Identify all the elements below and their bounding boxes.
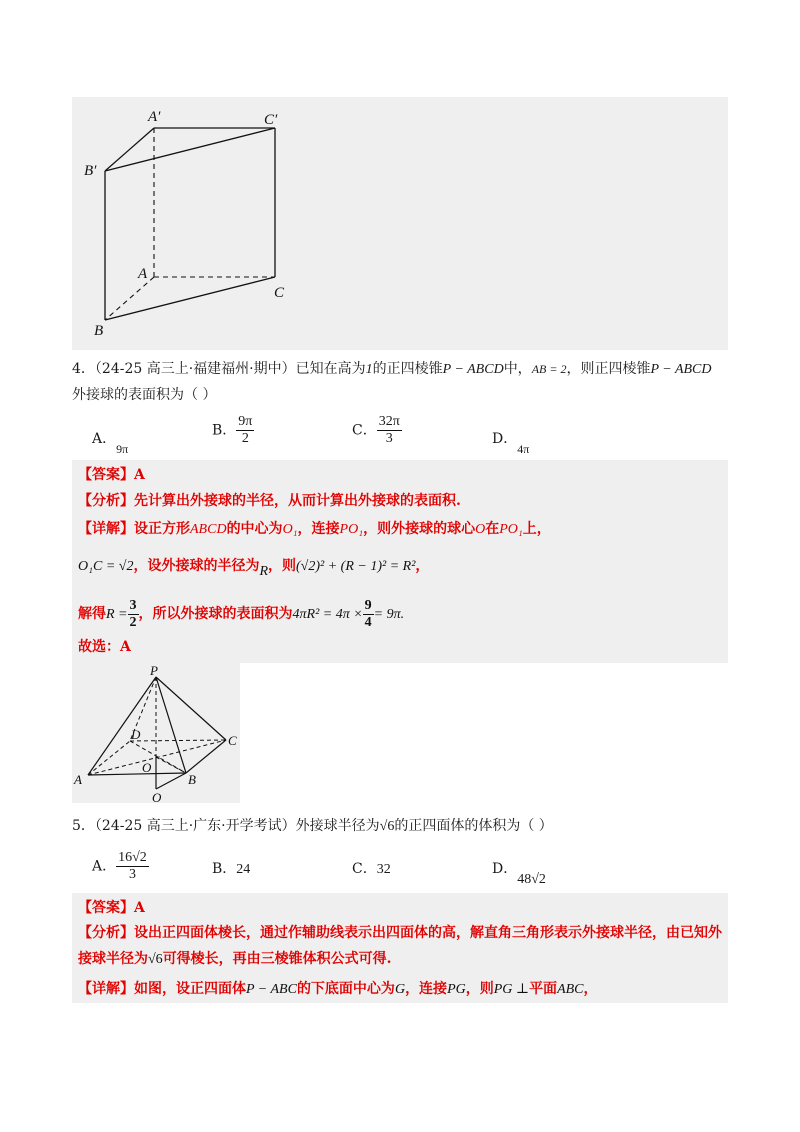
edge-D-C	[130, 740, 226, 741]
q5-analysis-line1: 【分析】设出正四面体棱长，通过作辅助线表示出四面体的高，解直角三角形表示外接球半径，由已知外	[78, 925, 722, 941]
label-B: B	[94, 323, 104, 339]
q5-answer: 【答案】A	[78, 900, 145, 916]
edge-Bp-Cp	[105, 128, 275, 171]
q5-stem: 5．（24-25 高三上·广东·开学考试）外接球半径为√6的正四面体的体积为（ ）	[72, 818, 553, 834]
label-O: O	[152, 790, 162, 803]
q5-option-c[interactable]: C．32	[352, 861, 391, 877]
q4-option-c[interactable]: C． $\frac{32\pi}{3}$	[352, 414, 400, 446]
prism-figure	[72, 97, 728, 350]
q4-option-a[interactable]: A．9π	[92, 431, 129, 456]
q5-option-b[interactable]: B．24	[212, 861, 251, 877]
label-A: A	[74, 772, 82, 787]
q5-detail: 【详解】如图，设正四面体P − ABC的下底面中心为G，连接PG，则PG ⊥平面ABC，	[78, 981, 598, 997]
q4-option-b[interactable]: B． $\frac{9\pi}{2}$	[212, 414, 253, 446]
label-C: C	[228, 733, 237, 748]
edge-P-C	[156, 677, 226, 740]
label-A: A	[138, 266, 148, 282]
q5-option-a[interactable]: A． $\frac{16√2}{3}$	[92, 850, 147, 882]
q4-stem-line2: 外接球的表面积为（ ）	[72, 387, 217, 403]
q4-analysis: 【分析】先计算出外接球的半径，从而计算出外接球的表面积.	[78, 493, 461, 509]
label-Cp: C′	[264, 112, 278, 128]
label-B: B	[188, 772, 196, 787]
label-Ap: A′	[148, 109, 161, 125]
q4-choose: 故选：A	[78, 639, 131, 655]
label-D: D	[131, 727, 141, 742]
segment-bottom-B	[156, 773, 186, 789]
edge-B-C	[105, 277, 275, 320]
pyramid-diagram	[72, 663, 240, 803]
q5-analysis-line2: 接球半径为√6可得棱长，再由三棱锥体积公式可得.	[78, 951, 392, 967]
label-C: C	[274, 285, 285, 301]
q4-detail-line2: O₁C = √2，设外接球的半径为R，则(√2)² + (R − 1)² = R²，	[78, 558, 430, 579]
q4-stem-line1: 4．（24-25 高三上·福建福州·期中）已知在高为1的正四棱锥P − ABCD中，AB = 2，则正四棱锥P − ABCD	[72, 361, 712, 377]
q4-answer: 【答案】A	[78, 467, 145, 483]
pyramid-figure	[72, 663, 240, 803]
edge-A-B	[88, 773, 186, 775]
q5-option-d[interactable]: D．48√2	[492, 861, 546, 887]
label-Bp: B′	[84, 163, 97, 179]
q4-detail-line1: 【详解】设正方形ABCD的中心为O₁，连接PO₁，则外接球的球心O在PO₁上，	[78, 521, 551, 537]
prism-diagram	[72, 97, 728, 350]
label-P: P	[150, 663, 158, 678]
q4-option-d[interactable]: D．4π	[492, 431, 530, 456]
label-O1: O	[142, 760, 152, 775]
q4-detail-line3: 解得R = $\frac{3}{2}$ ，所以外接球的表面积为4πR² = 4π × $\frac{9}{4}$ = 9π.	[78, 597, 405, 630]
